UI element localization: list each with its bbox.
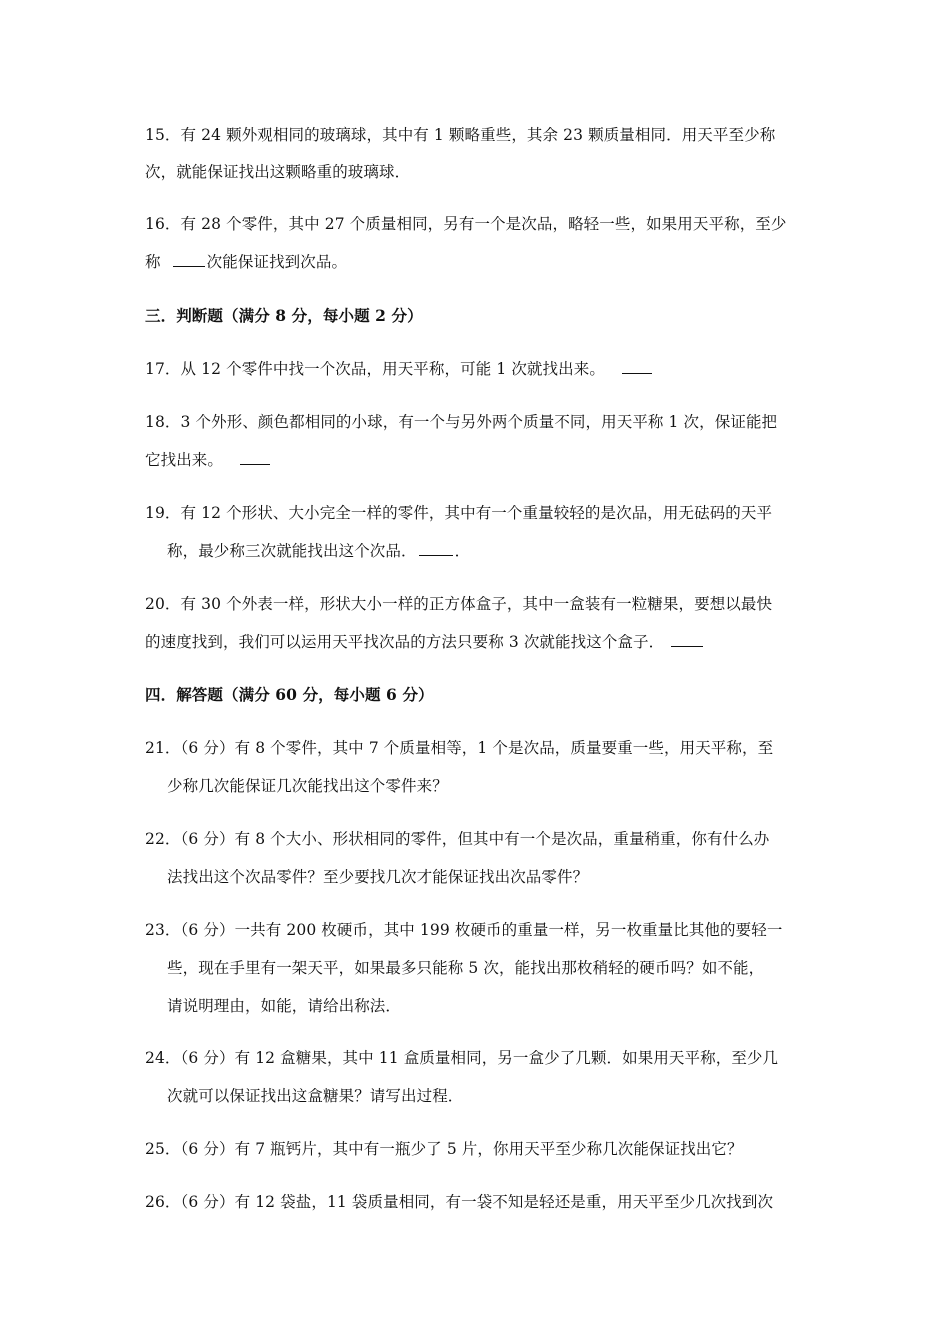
question-number: 20． (145, 595, 181, 613)
question-number: 21． (145, 739, 181, 757)
question-18-line-2 (145, 450, 272, 470)
question-18-line-1 (145, 412, 777, 432)
question-22-line-2: 法找出这个次品零件？至少要找几次才能保证找出次品零件？ (167, 868, 589, 886)
question-text: 有 24 颗外观相同的玻璃球，其中有 1 颗略重些，其余 23 颗质量相同．用天平至少称 (180, 126, 776, 144)
question-16-line-1 (145, 214, 787, 234)
question-20-line-2 (145, 632, 705, 652)
question-text: （6 分）有 8 个大小、形状相同的零件，但其中有一个是次品，重量稍重，你有什么办 (180, 830, 770, 848)
question-21-line-1 (145, 738, 773, 758)
question-number: 16． (145, 215, 181, 233)
question-25-line-1 (145, 1139, 743, 1159)
question-text: （6 分）一共有 200 枚硬币，其中 199 枚硬币的重量一样，另一枚重量比其他的要轻一 (180, 921, 783, 939)
question-text: 从 12 个零件中找一个次品，用天平称，可能 1 次就找出来。 (180, 360, 605, 378)
question-number: 17． (145, 360, 181, 378)
question-23-line-3: 请说明理由，如能，请给出称法． (167, 997, 402, 1015)
question-26-line-1 (145, 1192, 773, 1212)
question-text: （6 分）有 8 个零件，其中 7 个质量相等，1 个是次品，质量要重一些，用天平称，至 (180, 739, 774, 757)
question-21-line-2: 少称几次能保证几次能找出这个零件来？ (167, 777, 448, 795)
answer-blank[interactable] (622, 359, 652, 374)
question-17-line-1 (145, 359, 654, 379)
question-text: 称，最少称三次就能找出这个次品． (167, 542, 417, 560)
question-16-line-2 (145, 252, 347, 272)
question-15-line-2: 次，就能保证找出这颗略重的玻璃球． (145, 163, 411, 181)
answer-blank[interactable] (173, 252, 205, 267)
question-text: （6 分）有 7 瓶钙片，其中有一瓶少了 5 片，你用天平至少称几次能保证找出它？ (180, 1140, 743, 1158)
question-text: （6 分）有 12 盒糖果，其中 11 盒质量相同，另一盒少了几颗．如果用天平称，至少几 (180, 1049, 779, 1067)
question-number: 26． (145, 1193, 181, 1211)
question-24-line-1 (145, 1048, 778, 1068)
question-text: 3 个外形、颜色都相同的小球，有一个与另外两个质量不同，用天平称 1 次，保证能把 (180, 413, 778, 431)
question-23-line-2: 些，现在手里有一架天平，如果最多只能称 5 次，能找出那枚稍轻的硬币吗？如不能， (167, 959, 765, 977)
question-text: 次能保证找到次品。 (206, 253, 348, 271)
section-heading-answer: 四．解答题（满分 60 分，每小题 6 分） (145, 685, 434, 704)
question-text: 有 28 个零件，其中 27 个质量相同，另有一个是次品，略轻一些，如果用天平称，至少 (180, 215, 787, 233)
answer-blank[interactable] (419, 541, 453, 556)
answer-blank[interactable] (671, 632, 703, 647)
question-text: 有 30 个外表一样，形状大小一样的正方体盒子，其中一盒装有一粒糖果，要想以最快 (180, 595, 773, 613)
question-number: 24． (145, 1049, 181, 1067)
section-heading-judge: 三．判断题（满分 8 分，每小题 2 分） (145, 306, 423, 325)
question-text: ． (454, 542, 471, 560)
question-number: 18． (145, 413, 181, 431)
question-15-line-1 (145, 125, 775, 145)
question-number: 25． (145, 1140, 181, 1158)
question-19-line-2 (167, 541, 470, 561)
question-24-line-2: 次就可以保证找出这盒糖果？请写出过程． (167, 1087, 464, 1105)
question-19-line-1 (145, 503, 772, 523)
question-text: （6 分）有 12 袋盐，11 袋质量相同，有一袋不知是轻还是重，用天平至少几次找到次 (180, 1193, 774, 1211)
answer-blank[interactable] (240, 450, 270, 465)
question-22-line-1 (145, 829, 769, 849)
question-23-line-1 (145, 920, 782, 940)
question-number: 22． (145, 830, 181, 848)
question-number: 23． (145, 921, 181, 939)
question-text: 称 (145, 253, 161, 271)
question-text: 的速度找到，我们可以运用天平找次品的方法只要称 3 次就能找这个盒子． (145, 633, 665, 651)
question-number: 15． (145, 126, 181, 144)
question-text: 有 12 个形状、大小完全一样的零件，其中有一个重量较轻的是次品，用无砝码的天平 (180, 504, 773, 522)
question-text: 它找出来。 (145, 451, 224, 469)
question-20-line-1 (145, 594, 772, 614)
question-number: 19． (145, 504, 181, 522)
